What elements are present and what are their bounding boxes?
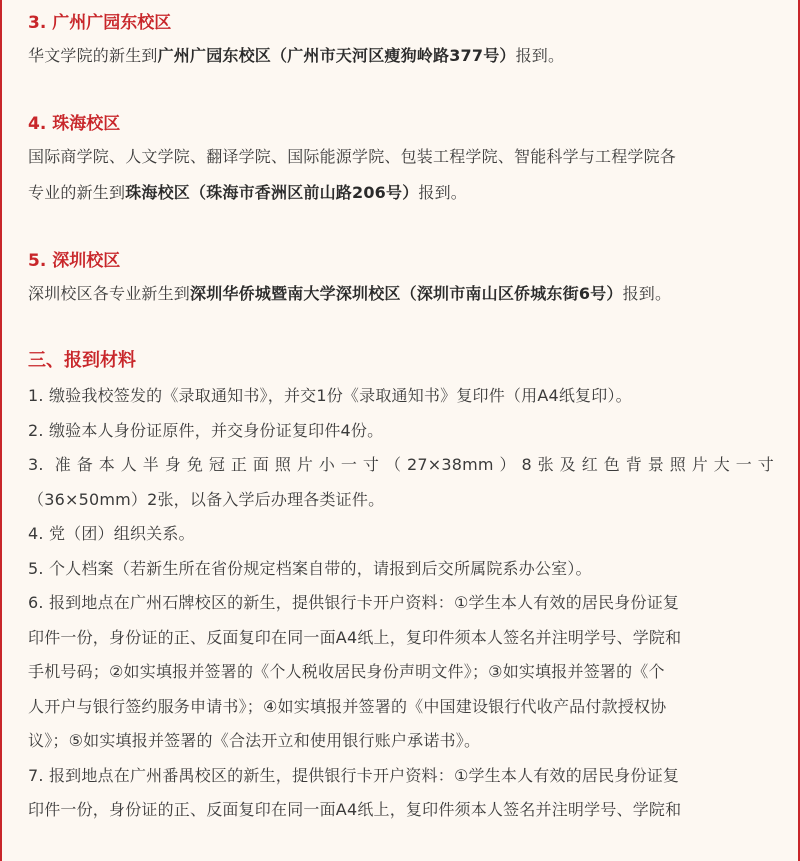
- campus-heading-shenzhen: 5. 深圳校区: [28, 251, 121, 271]
- materials-item-7-line2: 印件一份，身份证的正、反面复印在同一面A4纸上，复印件须本人签名并注明学号、学院和: [28, 800, 682, 819]
- materials-item-6-line2: 印件一份，身份证的正、反面复印在同一面A4纸上，复印件须本人签名并注明学号、学院和: [28, 627, 682, 647]
- section-heading-materials: 三、报到材料: [28, 350, 136, 371]
- materials-item-6-line4: 人开户与银行签约服务申请书》；④如实填报并签署的《中国建设银行代收产品付款授权协: [28, 696, 667, 716]
- campus-heading-zhuhai: 4. 珠海校区: [28, 114, 121, 134]
- campus-text-zhuhai-line2: 专业的新生到珠海校区（珠海市香洲区前山路206号）报到。: [28, 183, 468, 202]
- materials-item-5: 5. 个人档案（若新生所在省份规定档案自带的，请报到后交所属院系办公室）。: [28, 558, 592, 578]
- materials-item-6-line5: 议》；⑤如实填报并签署的《合法开立和使用银行账户承诺书》。: [28, 731, 481, 750]
- campus-text-shenzhen: 深圳校区各专业新生到深圳华侨城暨南大学深圳校区（深圳市南山区侨城东街6号）报到。: [28, 284, 672, 303]
- campus-heading-guangyuan: 3. 广州广园东校区: [28, 13, 172, 33]
- document-content: [2, 0, 798, 828]
- materials-item-3-line2: （36×50mm）2张，以备入学后办理各类证件。: [28, 489, 385, 509]
- campus-text-guangyuan: 华文学院的新生到广州广园东校区（广州市天河区瘦狗岭路377号）报到。: [28, 46, 565, 65]
- materials-item-7-line1: 7. 报到地点在广州番禺校区的新生，提供银行卡开户资料：①学生本人有效的居民身份证复: [28, 765, 680, 785]
- materials-item-1: 1. 缴验我校签发的《录取通知书》，并交1份《录取通知书》复印件（用A4纸复印）。: [28, 386, 632, 405]
- materials-item-2: 2. 缴验本人身份证原件，并交身份证复印件4份。: [28, 420, 384, 440]
- materials-item-3-line1: 3. 准备本人半身免冠正面照片小一寸（27×38mm）8张及红色背景照片大一寸: [28, 455, 774, 474]
- materials-item-6-line3: 手机号码；②如实填报并签署的《个人税收居民身份声明文件》；③如实填报并签署的《个: [28, 662, 665, 681]
- materials-item-4: 4. 党（团）组织关系。: [28, 524, 195, 543]
- materials-item-6-line1: 6. 报到地点在广州石牌校区的新生，提供银行卡开户资料：①学生本人有效的居民身份证复: [28, 593, 680, 612]
- campus-text-zhuhai-line1: 国际商学院、人文学院、翻译学院、国际能源学院、包装工程学院、智能科学与工程学院各: [28, 147, 677, 166]
